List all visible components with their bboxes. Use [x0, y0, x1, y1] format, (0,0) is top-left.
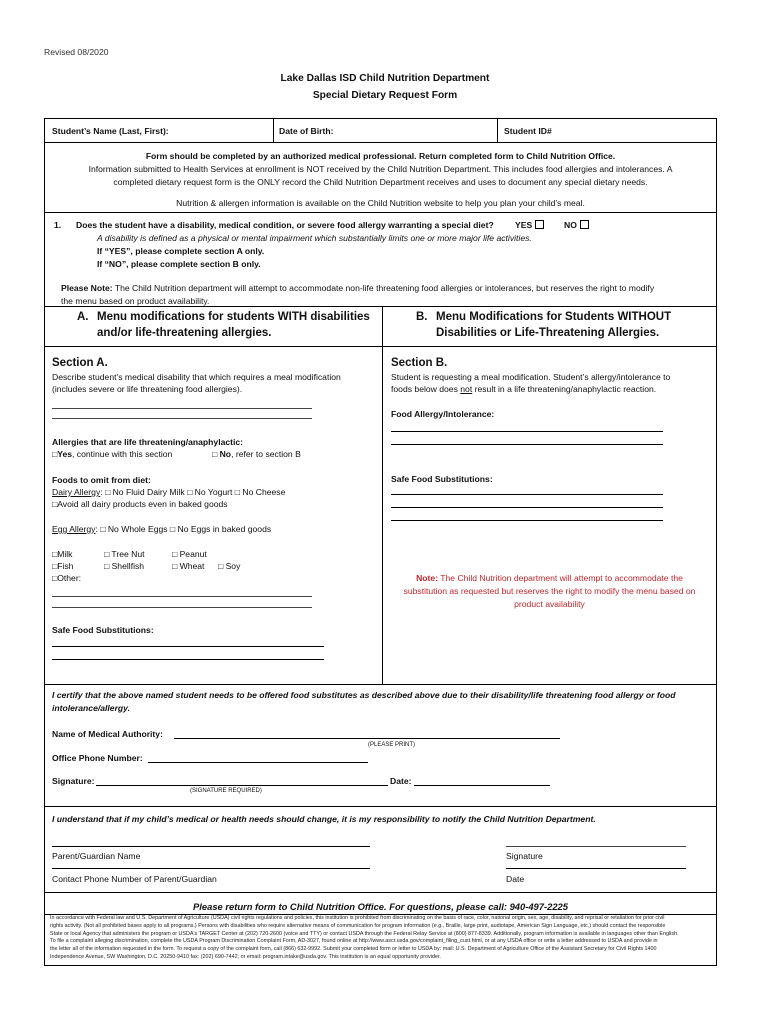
if-yes-instruction: If “YES”, please complete section A only.: [97, 246, 265, 256]
intro-instruction: Form should be completed by an authorized medical professional. Return completed form to Child Nutrition Office.: [145, 151, 616, 161]
disability-description-line1[interactable]: [52, 408, 312, 409]
guardian-statement: I understand that if my child’s medical or health needs should change, it is my responsibility to notify the Child Nutrition Department.: [52, 814, 596, 824]
allergen-wheat[interactable]: □ Wheat: [172, 561, 205, 571]
section-a-heading-line2: and/or life-threatening allergies.: [97, 327, 272, 339]
dairy-avoid-option[interactable]: □Avoid all dairy products even in baked goods: [52, 499, 228, 509]
allergen-milk[interactable]: □Milk: [52, 549, 73, 559]
guardian-signature-line[interactable]: [506, 846, 686, 847]
question1-no[interactable]: [564, 220, 589, 231]
section-b-safe-subs-line2[interactable]: [391, 507, 663, 508]
yes-checkbox[interactable]: [535, 220, 544, 229]
allergies-question: Allergies that are life threatening/anaphylactic:: [52, 437, 244, 447]
section-a-label: Section A.: [52, 357, 108, 369]
allergen-other[interactable]: □Other:: [52, 573, 82, 583]
other-allergen-line1[interactable]: [52, 596, 312, 597]
please-note-line1: The Child Nutrition department will attempt to accommodate non-life threatening food allergies or intolerances, but reserves the right to modify: [112, 283, 655, 293]
disability-definition: A disability is defined as a physical or mental impairment which substantially limits one or more major life activities.: [97, 233, 532, 243]
intro-line2: Information submitted to Health Services at enrollment is NOT received by the Child Nutrition Department. This includes food allergies and intolerances. A: [88, 164, 673, 174]
section-b-text-line1: Student is requesting a meal modification. Student’s allergy/intolerance to: [391, 372, 671, 382]
section-b-heading-line2: Disabilities or Life-Threatening Allergies.: [436, 327, 660, 339]
medical-authority-label: Name of Medical Authority:: [52, 729, 163, 739]
no-label: NO: [564, 220, 577, 230]
form-title-line2: Special Dietary Request Form: [312, 90, 458, 101]
section-a-safe-subs-line1[interactable]: [52, 646, 324, 647]
foods-omit-label: Foods to omit from diet:: [52, 475, 151, 485]
question1-yes[interactable]: [515, 220, 544, 231]
egg-allergy-row[interactable]: [52, 524, 271, 535]
egg-allergy-label: Egg Allergy: [52, 524, 96, 534]
return-form-line: Please return form to Child Nutrition Office. For questions, please call: 940-497-2225: [193, 901, 568, 912]
nondiscrimination-line5: the letter all of the information requested in the form. To request a copy of the complaint form, call (866) 632-9992. Submit your completed form or letter to USDA by: mail: U.S. Department of Agriculture Office of the Assistant Secretary for Civil Rights 1400: [50, 946, 657, 953]
dairy-allergy-label: Dairy Allergy: [52, 487, 101, 497]
section-b-text-not: not: [460, 384, 473, 394]
parent-name-line[interactable]: [52, 846, 370, 847]
guardian-date-line[interactable]: [506, 868, 686, 869]
question1-text: Does the student have a disability, medical condition, or severe food allergy warranting a special diet?: [76, 220, 494, 230]
section-a-safe-subs-line2[interactable]: [52, 659, 324, 660]
nondiscrimination-line1: In accordance with Federal law and U.S. Department of Agriculture (USDA) civil rights regulations and policies, this institution is prohibited from discriminating on the basis of race, color, national origin, sex, age, disability, and reprisal or retaliation for prior civil: [50, 915, 665, 921]
office-phone-label: Office Phone Number:: [52, 753, 143, 763]
date-of-birth-field[interactable]: Date of Birth:: [279, 126, 334, 136]
contact-phone-line[interactable]: [52, 868, 370, 869]
dairy-allergy-options: : □ No Fluid Dairy Milk □ No Yogurt □ No Cheese: [100, 487, 286, 497]
section-a-heading-line1: Menu modifications for students WITH disabilities: [97, 311, 370, 323]
allergies-yes-text: , continue with this section: [72, 449, 173, 459]
food-allergy-line1[interactable]: [391, 431, 663, 432]
nondiscrimination-line6: Independence Avenue, SW Washington, D.C. 20250-9410 fax: (202) 690-7442; or email: program.intake@usda.gov. This institution is an equal opportunity provider.: [50, 954, 441, 961]
intro-line3: completed dietary request form is the ONLY record the Child Nutrition Department receives and uses to document any special dietary needs.: [113, 177, 648, 187]
section-a-describe-line1: Describe student’s medical disability that which requires a meal modification: [52, 372, 341, 382]
section-b-text-line2: [391, 384, 656, 395]
section-b-text-post: result in a life threatening/anaphylactic reaction.: [472, 384, 657, 394]
section-b-note-line1: The Child Nutrition department will attempt to accommodate the: [438, 573, 683, 583]
certify-statement-line2: intolerance/allergy.: [52, 703, 131, 713]
student-id-field[interactable]: Student ID#: [504, 126, 552, 136]
allergen-peanut[interactable]: □ Peanut: [172, 549, 207, 559]
signature-required-note: (SIGNATURE REQUIRED): [190, 788, 262, 794]
allergen-tree-nut[interactable]: □ Tree Nut: [104, 549, 145, 559]
egg-allergy-options: : □ No Whole Eggs □ No Eggs in baked goods: [95, 524, 272, 534]
nondiscrimination-line4: To file a complaint alleging discrimination, complete the USDA Program Discrimination Complaint Form, AD-3027, found online at http://www.ascr.usda.gov/complaint_filing_cust.html, or at any USDA office or write a letter addressed to USDA and provide in: [50, 938, 658, 945]
parent-name-label: Parent/Guardian Name: [52, 851, 141, 861]
date-label: Date:: [390, 776, 412, 786]
please-note-label: Please Note:: [61, 283, 113, 293]
other-allergen-line2[interactable]: [52, 607, 312, 608]
if-no-instruction: If “NO”, please complete section B only.: [97, 259, 261, 269]
certify-statement-line1: I certify that the above named student needs to be offered food substitutes as described above due to their disability/life threatening food allergy or food: [52, 690, 676, 700]
section-b-safe-subs-label: Safe Food Substitutions:: [391, 474, 493, 484]
signature-label: Signature:: [52, 776, 95, 786]
section-b-heading-line1: Menu Modifications for Students WITHOUT: [436, 311, 672, 323]
medical-date-line[interactable]: [414, 785, 550, 786]
section-a-describe-line2: (includes severe or life threatening food allergies).: [52, 384, 243, 394]
yes-label: YES: [515, 220, 533, 230]
food-allergy-line2[interactable]: [391, 444, 663, 445]
nondiscrimination-line2: rights activity. (Not all prohibited bases apply to all programs.) Persons with disabilities who require alternative means of communication for program information (e.g., Braille, large print, audiotape, American Sign Language, etc.) should contact the responsible: [50, 922, 666, 929]
intro-line4: Nutrition & allergen information is available on the Child Nutrition website to help you plan your child’s meal.: [176, 198, 585, 208]
medical-authority-line[interactable]: [174, 738, 560, 739]
question1-number: 1.: [54, 220, 62, 230]
form-title-line1: Lake Dallas ISD Child Nutrition Department: [280, 73, 490, 84]
please-print-note: (PLEASE PRINT): [368, 742, 416, 748]
allergen-fish[interactable]: □Fish: [52, 561, 74, 571]
student-name-field[interactable]: Student’s Name (Last, First):: [52, 126, 169, 136]
section-a-letter: A.: [77, 311, 89, 323]
section-b-label: Section B.: [391, 357, 448, 369]
food-allergy-label: Food Allergy/Intolerance:: [391, 409, 495, 419]
allergies-no-text: , refer to section B: [231, 449, 301, 459]
section-a-safe-subs-label: Safe Food Substitutions:: [52, 625, 154, 635]
section-b-note-line3: product availability: [514, 599, 585, 609]
dairy-allergy-row[interactable]: [52, 487, 285, 498]
allergies-no-option[interactable]: [212, 449, 301, 460]
allergen-soy[interactable]: □ Soy: [218, 561, 241, 571]
allergies-yes-option[interactable]: [52, 449, 172, 460]
section-b-note-line2: substitution as requested but reserves the right to modify the menu based on: [403, 586, 696, 596]
allergies-no-box: □: [212, 449, 220, 459]
section-b-safe-subs-line1[interactable]: [391, 494, 663, 495]
allergies-no-label: No: [219, 449, 232, 459]
no-checkbox[interactable]: [580, 220, 589, 229]
guardian-signature-label: Signature: [506, 851, 543, 861]
section-b-letter: B.: [416, 311, 428, 323]
section-b-safe-subs-line3[interactable]: [391, 520, 663, 521]
nondiscrimination-line3: State or local Agency that administers the program or USDA's TARGET Center at (202) 720-2600 (voice and TTY) or contact USDA through the Federal Relay Service at (800) 877-8339. Additionally, program information is available in languages other than English.: [50, 930, 679, 937]
allergen-shellfish[interactable]: □ Shellfish: [104, 561, 145, 571]
nondiscrimination-statement: [50, 915, 714, 962]
please-note-line2: the menu based on product availability.: [61, 296, 210, 306]
office-phone-line[interactable]: [148, 762, 368, 763]
revised-date: Revised 08/2020: [44, 47, 109, 57]
guardian-date-label: Date: [506, 874, 525, 884]
please-note: [61, 283, 711, 294]
section-b-text-pre: foods below does: [391, 384, 461, 394]
section-b-note-label: Note:: [416, 573, 439, 583]
contact-phone-label: Contact Phone Number of Parent/Guardian: [52, 874, 217, 884]
disability-description-line2[interactable]: [52, 418, 312, 419]
medical-signature-line[interactable]: [96, 785, 388, 786]
allergies-yes-label: □Yes: [52, 449, 73, 459]
section-b-note: [382, 573, 717, 584]
